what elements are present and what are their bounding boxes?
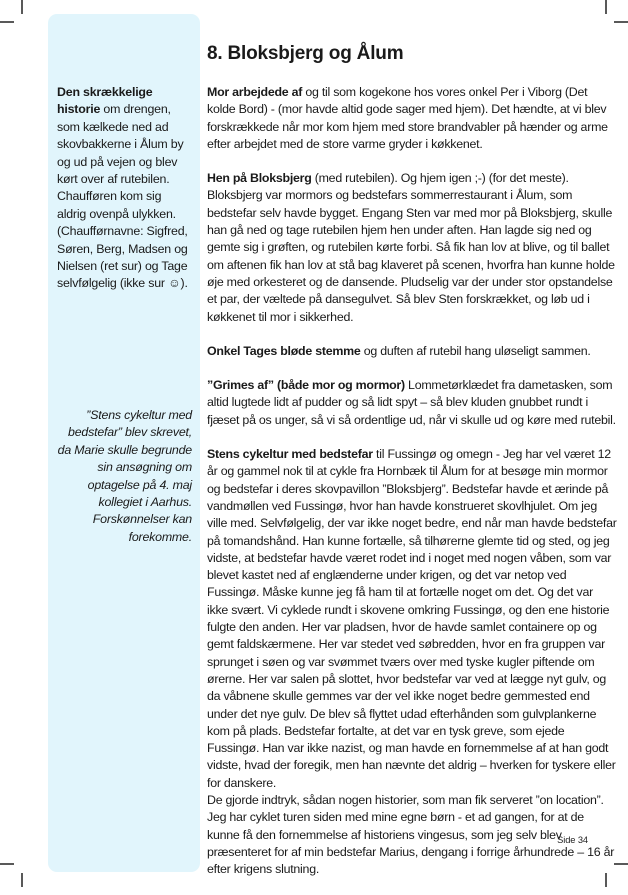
paragraph-lead: Stens cykeltur med bedstefar [207, 447, 373, 462]
chapter-title: 8. Bloksbjerg og Ålum [207, 43, 404, 64]
body-paragraph [207, 377, 617, 429]
paragraph-text: til Fussingø og omegn - Jeg har vel været 12 år og gammel nok til at cykle fra Hornbæk til Ålum for at besøge min mormor og bedstefar i deres skovpavillon ”Bloksbjerg”. Bedstefar havde et ærinde på vandmøllen ved Fussingø, hvor han havde konstrueret skovlhjulet. Om jeg ville med. Selvfølgelig, der var ikke noget bedre, end når man havde bedstefar på tomandshånd. Han kunne fortælle, så tilhørerne glemte tid og sted, og jeg vidste, at bedstefar havde været rodet ind i noget med nogen våben, som var blevet kastet ned af englænderne under krigen, og det var netop ved Fussingø. Måske kunne jeg få ham til at fortælle noget om det. Og det var ikke svært. Vi cyklede rundt i skovene omkring Fussingø, og den ene historie fulgte den anden. Her var pladsen, hvor de havde samlet containere op og gemt faldskærmene. Her var stedet ved søbredden, hvor en fra gruppen var sprunget i søen og var svømmet tværs over med tyske kugler piftende om ørerne. Her var salen på slottet, hvor bedstefar var ved at lægge nyt gulv, og da våbnene skulle gemmes var der vel ikke noget bedre gemmested end under det nye gulv. De blev så flyttet udad efterhånden som gulvplankerne kom på plads. Bedstefar fortalte, at det var en tysk greve, som ejede Fussingø. Han var ikke nazist, og man havde en fornemmelse af at han godt vidste, hvad der foregik, men han nævnte det aldrig – hverken for tyskere eller for danskere. [207, 447, 617, 790]
margin-note-skraekkelige-historie [57, 84, 192, 293]
paragraph-lead: Mor arbejdede af [207, 85, 303, 99]
paragraph-lead: Onkel Tages bløde stemme [207, 343, 361, 358]
paragraph-text: De gjorde indtryk, sådan nogen historier, som man fik serveret ”on location”. Jeg har cyklet turen siden med mine egne børn - et ad gangen, for at de kunne få den fornemmelse af historiens vingesus, som jeg selv blev præsenteret for af min bedstefar Marius, dengang i forrige århundrede – 16 år efter krigens slutning. [207, 792, 615, 877]
paragraph-lead: ”Grimes af” (både mor og mormor) [207, 378, 405, 393]
margin-notes-panel [48, 14, 200, 872]
crop-mark-top-left-horizontal [0, 21, 14, 23]
crop-mark-top-right-horizontal [614, 21, 628, 23]
margin-note-lead: Den skrækkelige historie [57, 85, 153, 117]
crop-mark-bottom-left-vertical [21, 873, 23, 887]
crop-mark-bottom-left-horizontal [0, 863, 14, 865]
margin-note-text: om drengen, som kælkede ned ad skovbakkerne i Ålum by og ud på vejen og blev kørt over af rutebilen. Chaufføren kom sig aldrig ovenpå ulykken. (Chaufførnavne: Sigfred, Søren, Berg, Madsen og Nielsen (ret sur) og Tage selvfølgelig (ikke sur ☺). [57, 102, 188, 291]
paragraph-text: og duften af rutebil hang uløseligt sammen. [360, 343, 591, 358]
main-text-column [207, 43, 617, 895]
body-paragraph [207, 343, 617, 360]
body-paragraph [207, 446, 617, 792]
body-paragraph [207, 84, 617, 153]
paragraph-text: og til som kogekone hos vores onkel Per i Viborg (Det kolde Bord) - (mor havde altid gode sager med hjem). Det hændte, at vi blev forskrækkede når mor kom hjem med store brandvabler på hænder og arme efter arbejdet med de store varme gryder i køkkenet. [207, 85, 608, 151]
paragraph-lead: Hen på Bloksbjerg [207, 171, 312, 186]
paragraph-text: (med rutebilen). Og hjem igen ;-) (for det meste). Bloksbjerg var mormors og bedstefars sommerrestaurant i Ålum, som bedstefar selv havde bygget. Engang Sten var med mor på Bloksbjerg, skulle han gå ned og tage rutebilen hjem hen under aften. Han lagde sig ned og gemte sig i grøften, og rutebilen kørte forbi. Så fik han lov at blive, og til ballet om aftenen fik han lov at stå bag klaveret på scenen, hvorfra han kunne holde øje med orkesteret og de dansende. Pludselig var der under stor opstandelse et par, der væltede på dansegulvet. Så blev Sten forskrækket, og løb ud i køkkenet til mor i sikkerhed. [207, 171, 615, 324]
crop-mark-top-right-vertical [605, 0, 607, 14]
margin-note-text: ”Stens cykeltur med bedstefar” blev skrevet, da Marie skulle begrunde sin ansøgning om optagelse på 4. maj kollegiet i Aarhus. Forskønnelser kan forekomme. [57, 408, 192, 544]
paragraph-text: Lommetørklædet fra dametasken, som altid lugtede lidt af pudder og så lidt spyt – så blev kluden gnubbet rundt i fjæset på os unger, så vi så ordentlige ud, når vi skulle ud og køre med rutebil. [207, 378, 616, 427]
crop-mark-top-left-vertical [21, 0, 23, 14]
body-paragraph [207, 792, 617, 878]
body-paragraph [207, 170, 617, 326]
page-number: Side 34 [557, 835, 588, 845]
margin-note-cykeltur-kilde [57, 407, 192, 546]
